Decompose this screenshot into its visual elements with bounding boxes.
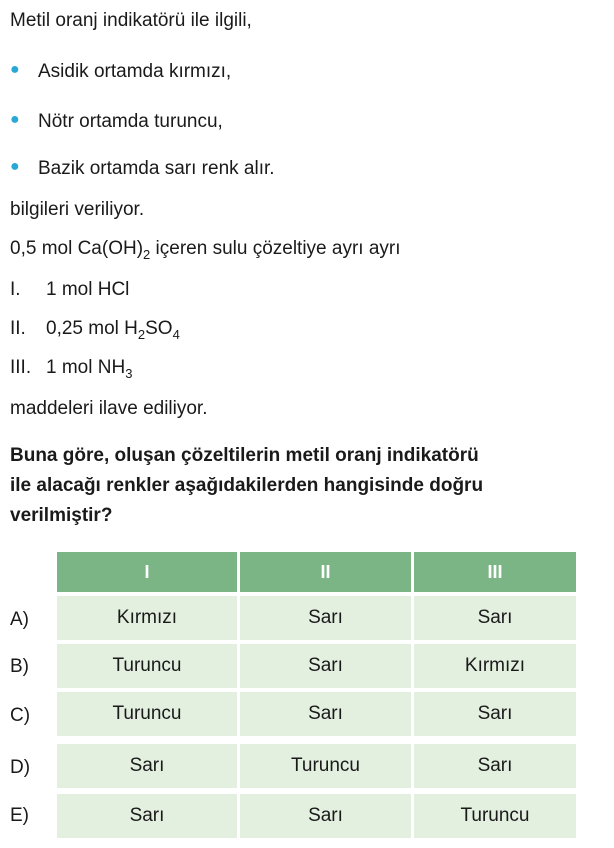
bullet-text: Asidik ortamda kırmızı, [38,61,232,82]
substance-roman: I. [10,279,21,300]
substance-item [10,317,180,341]
substance-roman: II. [10,318,26,339]
bullet-text: Bazik ortamda sarı renk alır. [38,158,275,179]
option-letter-b[interactable]: B) [10,656,29,677]
question-text [10,441,590,531]
table-cell: Sarı [240,692,411,736]
table-cell: Kırmızı [414,644,576,688]
substance-text-part: SO [145,318,173,339]
question-line: Buna göre, oluşan çözeltilerin metil oranj indikatörü [10,445,479,466]
bullet-text: Nötr ortamda turuncu, [38,111,223,132]
substance-subscript: 4 [172,327,180,342]
table-cell: Sarı [414,692,576,736]
table-cell: Sarı [57,794,237,838]
substance-roman: III. [10,357,32,378]
question-line: verilmiştir? [10,505,113,526]
table-cell: Turuncu [414,794,576,838]
substance-subscript: 3 [125,366,133,381]
question-line: ile alacağı renkler aşağıdakilerden hangisinde doğru [10,475,484,496]
substance-item [10,278,129,302]
table-header-ii: II [240,552,411,592]
table-header-iii: III [414,552,576,592]
solution-subscript: 2 [143,247,151,262]
solution-line [10,237,401,261]
option-letter-e[interactable]: E) [10,805,29,826]
solution-prefix: 0,5 mol Ca(OH) [10,238,144,259]
substance-item [10,356,132,380]
option-letter-a[interactable]: A) [10,609,29,630]
table-cell: Sarı [57,744,237,788]
solution-suffix: içeren sulu çözeltiye ayrı ayrı [150,238,401,259]
substance-subscript: 2 [137,327,146,342]
bullet-dot-icon: ● [10,61,20,78]
table-cell: Turuncu [57,692,237,736]
intro-text: Metil oranj indikatörü ile ilgili, [10,10,252,31]
substance-text: 1 mol HCl [46,279,130,300]
table-cell: Kırmızı [57,596,237,640]
added-text: maddeleri ilave ediliyor. [10,398,208,419]
table-cell: Sarı [414,744,576,788]
option-letter-c[interactable]: C) [10,705,31,726]
table-cell: Sarı [240,794,411,838]
table-cell: Sarı [240,596,411,640]
table-cell: Sarı [240,644,411,688]
table-cell: Turuncu [240,744,411,788]
option-letter-d[interactable]: D) [10,757,31,778]
table-header-i: I [57,552,237,592]
info-given-text: bilgileri veriliyor. [10,199,145,220]
substance-text: 0,25 mol H [46,318,138,339]
bullet-dot-icon: ● [10,111,20,128]
substance-text: 1 mol NH [46,357,126,378]
table-cell: Turuncu [57,644,237,688]
bullet-dot-icon: ● [10,158,20,175]
table-cell: Sarı [414,596,576,640]
